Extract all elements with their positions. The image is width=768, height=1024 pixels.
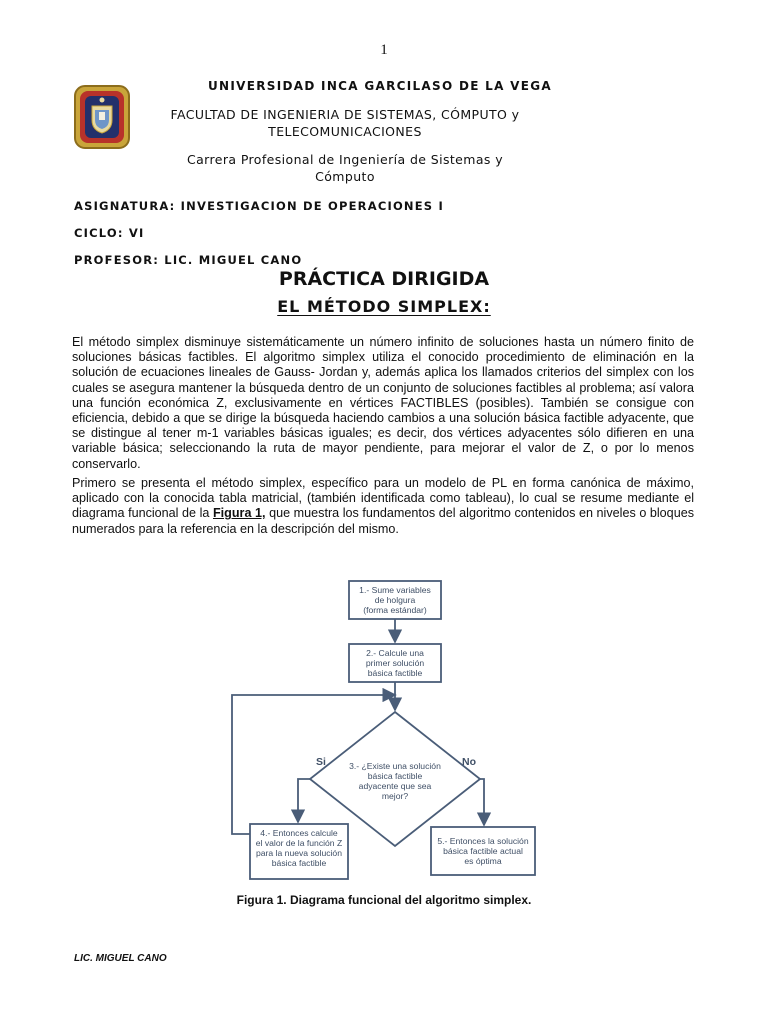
body-paragraph-2	[72, 476, 694, 537]
figure-1-link[interactable]: Figura 1,	[212, 506, 266, 521]
decision-line-1: 3.- ¿Existe una solución	[349, 761, 441, 771]
cycle-label: CICLO: VI	[74, 226, 145, 240]
box4-line-4: básica factible	[271, 858, 327, 868]
simplex-flowchart	[222, 572, 542, 868]
box1-line-1: 1.- Sume variables	[359, 585, 431, 595]
box4-line-3: para la nueva solución	[256, 848, 342, 858]
page-number: 1	[380, 42, 388, 58]
box1-line-2: de holgura	[374, 595, 416, 605]
decision-line-2: básica factible	[367, 771, 423, 781]
course-label: ASIGNATURA: INVESTIGACION DE OPERACIONES I	[74, 199, 444, 213]
figure-caption: Figura 1. Diagrama funcional del algoritmo simplex.	[236, 893, 532, 907]
box5-line-1: 5.- Entonces la solución	[437, 836, 529, 846]
university-name: UNIVERSIDAD INCA GARCILASO DE LA VEGA	[207, 79, 553, 93]
faculty-name	[140, 106, 550, 140]
career-line-2: Cómputo	[315, 169, 375, 184]
decision-line-3: adyacente que sea	[358, 781, 432, 791]
career-name	[160, 151, 530, 185]
box4-line-1: 4.- Entonces calcule	[260, 828, 338, 838]
body-paragraph-1: El método simplex disminuye sistemáticamente un número infinito de soluciones hasta un número finito de soluciones básicas factibles. El algoritmo simplex utiliza el conocido procedimiento de eliminación en la solución de ecuaciones lineales de Gauss- Jordan y, además aplica los llamados criterios del simplex con los cuales se asegura mantener la búsqueda dentro de un conjunto de soluciones factibles al problema; así valora una función económica Z, exclusivamente en vértices FACTIBLES (posibles). También se consigue con eficiencia, debido a que se dirige la búsqueda haciendo cambios a una solución básica factible adyacente, que se distingue al tener m-1 variables básicas iguales; es decir, dos vértices adyacentes sólo difieren en una variable básica; seleccionando la ruta de mayor pendiente, para mejorar el valor de Z, o por lo menos conservarlo.	[72, 335, 694, 471]
page-title: PRÁCTICA DIRIGIDA	[278, 268, 490, 290]
section-title-text: EL MÉTODO SIMPLEX:	[277, 297, 491, 316]
career-line-1: Carrera Profesional de Ingeniería de Sistemas y	[186, 152, 503, 167]
paragraph-2-text-b: que muestra los fundamentos del algoritmo contenidos en niveles o bloques numerados para la referencia en la descripción del mismo.	[72, 506, 694, 536]
decision-line-4: mejor?	[381, 791, 409, 801]
yes-label: Si	[316, 756, 326, 768]
box5-line-3: es óptima	[464, 856, 502, 866]
footer-author: LIC. MIGUEL CANO	[74, 953, 167, 964]
box5-line-2: básica factible actual	[443, 846, 523, 856]
box1-line-3: (forma estándar)	[363, 605, 427, 615]
box4-line-2: el valor de la función Z	[255, 838, 343, 848]
flow-box-4	[250, 825, 348, 826]
box2-line-1: 2.- Calcule una	[366, 648, 424, 658]
box2-line-3: básica factible	[367, 668, 423, 678]
box2-line-2: primer solución	[365, 658, 425, 668]
professor-label: PROFESOR: LIC. MIGUEL CANO	[74, 253, 303, 267]
section-title	[0, 297, 768, 316]
faculty-line-2: TELECOMUNICACIONES	[268, 124, 422, 139]
paragraph-2-text-a: Primero se presenta el método simplex, específico para un modelo de PL en forma canónica de máximo, aplicado con la conocida tabla matricial, (también identificada como tableau), lo cual se resume mediante el diagrama funcional de la	[72, 476, 694, 521]
no-label: No	[462, 756, 476, 768]
faculty-line-1: FACULTAD DE INGENIERIA DE SISTEMAS, CÓMPUTO y	[170, 107, 520, 122]
